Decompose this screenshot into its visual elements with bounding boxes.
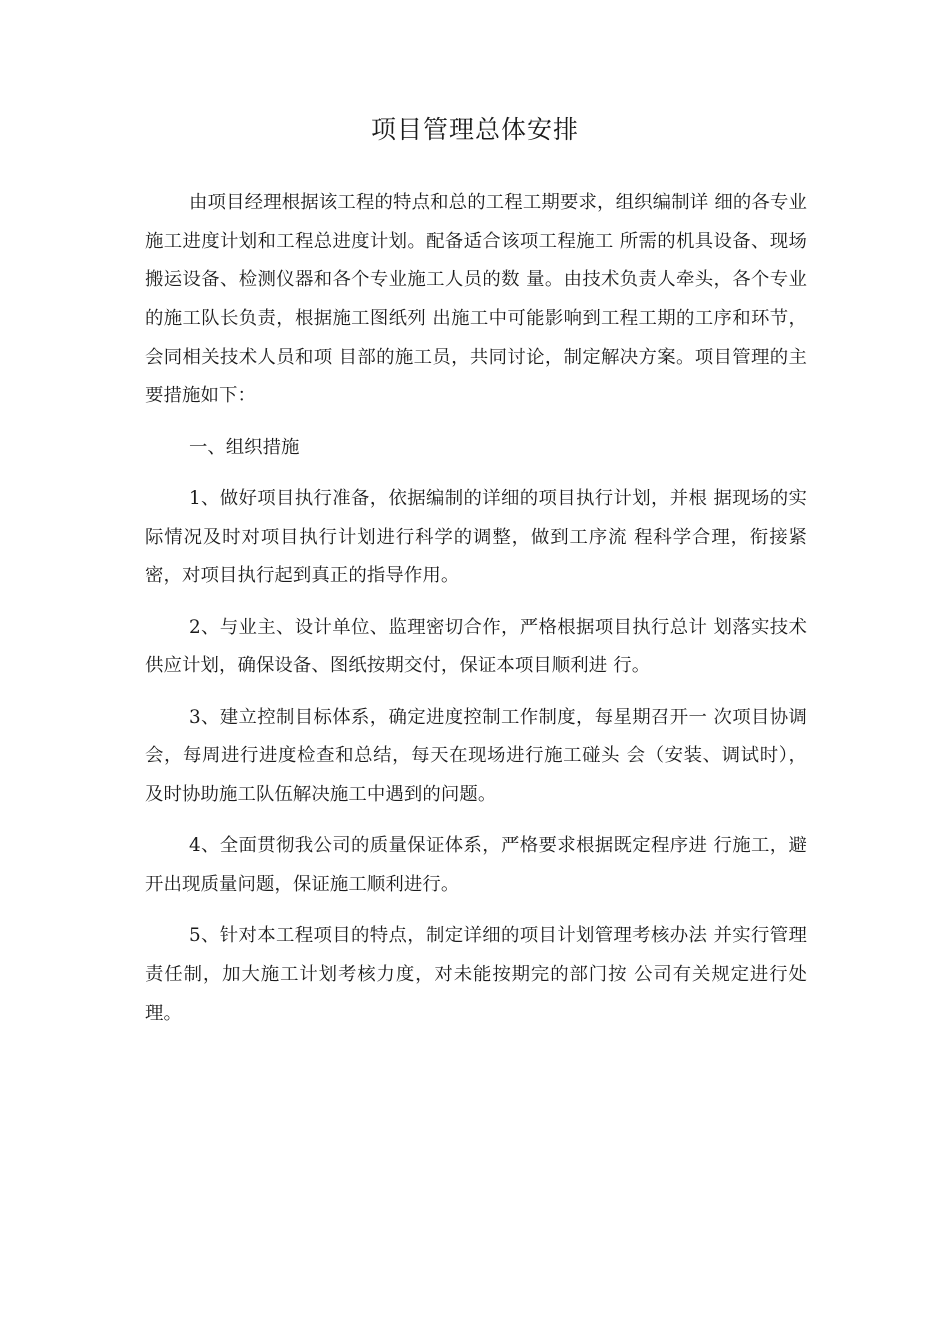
measure-item-3: 3、建立控制目标体系，确定进度控制工作制度，每星期召开一 次项目协调会，每周进行进度检查和总结，每天在现场进行施工碰头 会（安装、调试时），及时协助施工队伍解决施工中遇到的问题。 [145,706,807,805]
document-body [145,184,807,1046]
document-title: 项目管理总体安排 [370,115,579,144]
intro-paragraph: 由项目经理根据该工程的特点和总的工程工期要求，组织编制详 细的各专业施工进度计划和工程总进度计划。配备适合该项工程施工 所需的机具设备、现场搬运设备、检测仪器和各个专业施工人员的数 量。由技术负责人牵头，各个专业的施工队长负责，根据施工图纸列 出施工中可能影响到工程工期的工序和环节，会同相关技术人员和项 目部的施工员，共同讨论，制定解决方案。项目管理的主要措施如下： [145,192,807,407]
measure-item-1: 1、做好项目执行准备，依据编制的详细的项目执行计划，并根 据现场的实际情况及时对项目执行计划进行科学的调整，做到工序流 程科学合理，衔接紧密，对项目执行起到真正的指导作用。 [145,487,807,587]
measure-item-4: 4、全面贯彻我公司的质量保证体系，严格要求根据既定程序进 行施工，避开出现质量问题，保证施工顺利进行。 [145,835,807,895]
measure-item-2: 2、与业主、设计单位、监理密切合作，严格根据项目执行总计 划落实技术供应计划，确保设备、图纸按期交付，保证本项目顺利进 行。 [145,616,807,677]
section-heading: 一、组织措施 [189,436,300,458]
measure-item-5: 5、针对本工程项目的特点，制定详细的项目计划管理考核办法 并实行管理责任制，加大施工计划考核力度，对未能按期完的部门按 公司有关规定进行处理。 [145,925,807,1024]
